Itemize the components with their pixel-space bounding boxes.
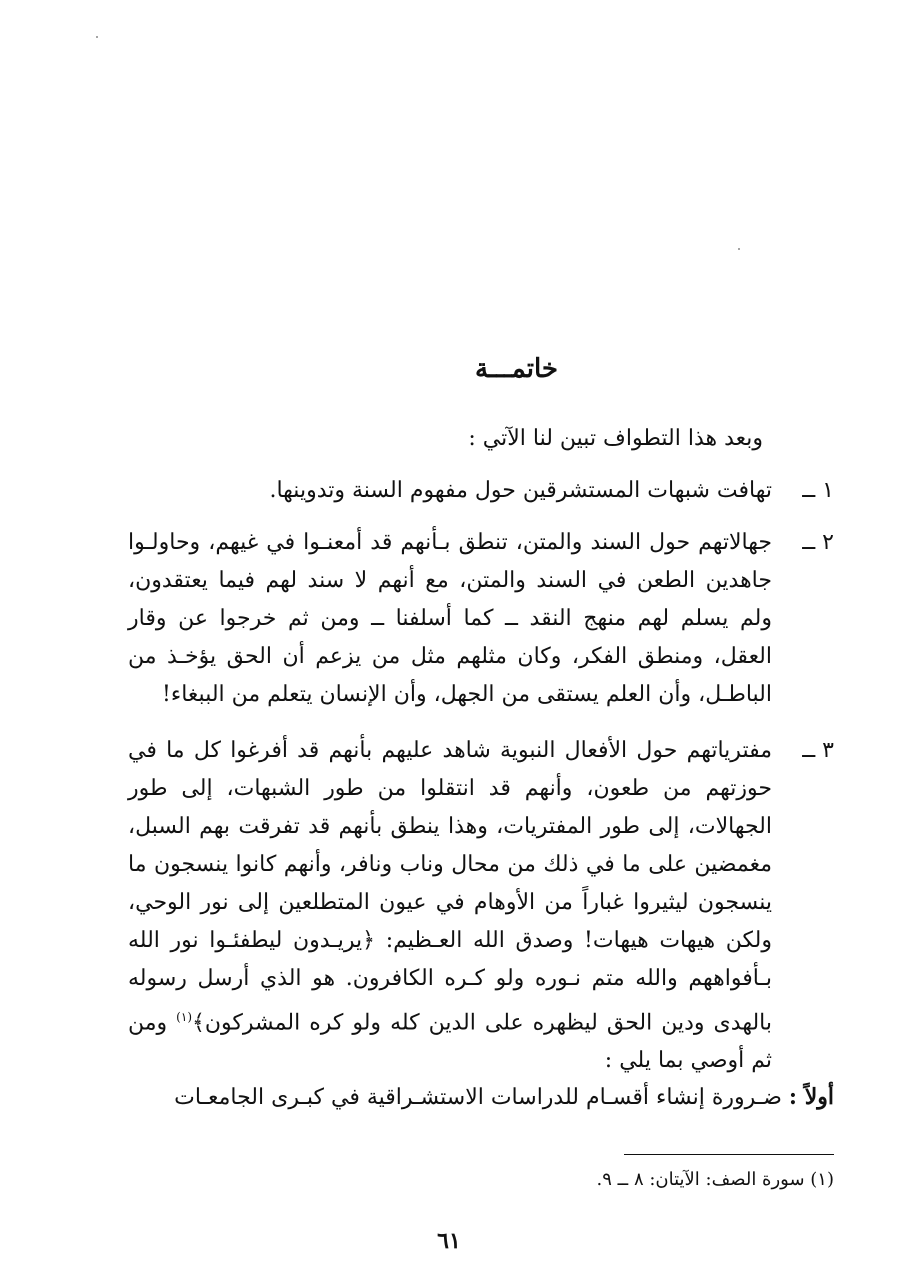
list-item (128, 524, 834, 714)
scan-speck (738, 248, 740, 250)
recommendation-text: ضـرورة إنشاء أقسـام للدراسات الاستشـراقية في كبـرى الجامعـات (174, 1085, 789, 1110)
scan-speck (96, 36, 98, 38)
recommendation-text-wrapper (128, 1078, 834, 1117)
footnote-reference[interactable]: (١) (176, 1010, 192, 1024)
recommendation-paragraph (128, 1078, 834, 1117)
list-item-text-wrapper (128, 732, 772, 1080)
page-number: ٦١ (437, 1228, 461, 1254)
list-item-tail: ومن ثم أوصي بما يلي : (128, 1010, 772, 1074)
list-item (128, 472, 834, 510)
footnote: (١) سورة الصف: الآيتان: ٨ ــ ٩. (596, 1169, 834, 1190)
list-item-number: ٢ ــ (802, 530, 834, 555)
list-item-number: ٣ ــ (802, 738, 834, 763)
intro-paragraph: وبعد هذا التطواف تبين لنا الآتي : (468, 426, 763, 451)
recommendation-lead: أولاً : (788, 1084, 834, 1110)
list-item-text: تهافت شبهات المستشرقين حول مفهوم السنة وتدوينها. (269, 478, 772, 503)
list-item (128, 732, 834, 1080)
footnote-divider (624, 1154, 834, 1155)
chapter-heading: خاتمـــة (474, 354, 558, 384)
list-item-text: جهالاتهم حول السند والمتن، تنطق بـأنهم قد أمعنـوا في غيهم، وحاولـوا جاهدين الطعن في السند والمتن، مع أنهم لا سند لهم فيما يعتقدون، ولم يسلم لهم منهج النقد ــ كما أسلفنا ــ ومن ثم خرجوا عن وقار العقل، ومنطق الفكر، وكان مثلهم مثل من يزعم أن الحق يؤخـذ من الباطـل، وأن العلم يستقى من الجهل، وأن الإنسان يتعلم من الببغاء! (128, 530, 772, 707)
list-item-text: مفترياتهم حول الأفعال النبوية شاهد عليهم بأنهم قد أفرغوا كل ما في حوزتهم من طعون، وأنهم قد انتقلوا من طور الشبهات، إلى طور الجهالات، إلى طور المفتريات، وهذا ينطق بأنهم قد تفرقت بهم السبل، مغمضين على ما في ذلك من محال وناب ونافر، وأنهم كانوا ينسجون ما ينسجون ليثيروا غباراً من الأوهام في عيون المتطلعين إلى نور الوحي، ولكن هيهات هيهات! وصدق الله العـظيم: ﴿يريـدون ليطفئـوا نور الله بـأفواههم والله متم نـوره ولو كـره الكافرون. هو الذي أرسل رسوله بالهدى ودين الحق ليظهره على الدين كله ولو كره المشركون﴾ (128, 738, 773, 1036)
list-item-number: ١ ــ (802, 478, 834, 503)
